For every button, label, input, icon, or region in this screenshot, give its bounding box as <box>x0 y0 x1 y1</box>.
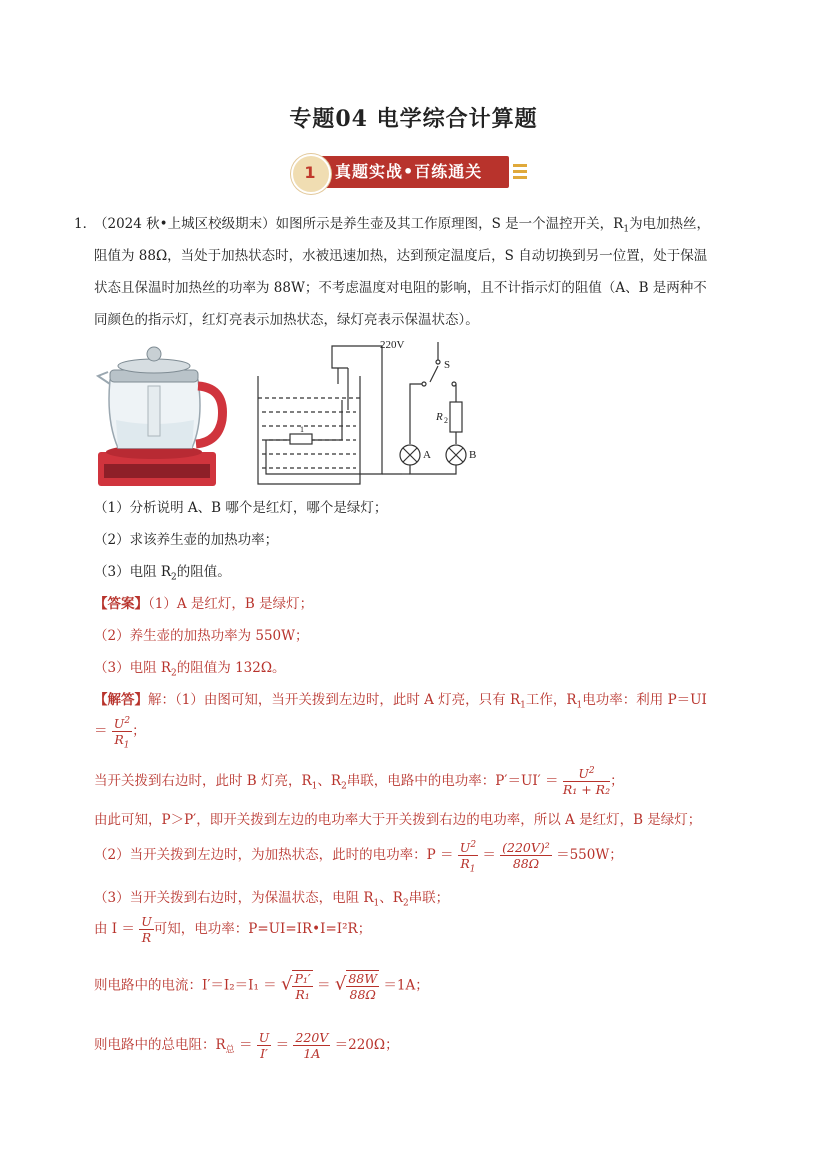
solution-line-9: 则电路中的总电阻：$R_总$ ＝ $\frac{U}{I'}$ ＝ $\frac{220V}{1A}$ ＝220Ω； <box>94 1030 399 1061</box>
solution-line-2: ＝ $\frac{U^2}{R_1}$ ； <box>94 715 146 751</box>
banner-number: 1 <box>304 163 316 182</box>
sub-question-2: （2）求该养生壶的加热功率； <box>94 532 279 548</box>
page-title: 专题04 电学综合计算题 <box>289 106 538 132</box>
kettle-image <box>96 340 236 488</box>
question-line-2: 阻值为 88Ω，当处于加热状态时，水被迅速加热，达到预定温度后，S 自动切换到另一位置，处于保温 <box>94 248 708 264</box>
sqrt-symbol-2: √ <box>334 973 347 995</box>
banner-label: 真题实战•百练通关 <box>335 162 483 181</box>
fraction-u2-r1r2: $\frac{U^2}{\text{R₁ + R₂}}$ <box>562 765 611 797</box>
solution-line-3: 当开关拨到右边时，此时 B 灯亮，$R_1$、$R_2$串联，电路中的电功率：P′＝UI′ ＝ $\frac{U^2}{\text{R₁ + R₂}}$ ； <box>94 765 624 797</box>
solution-line-7: 由 I ＝ $\frac{U}{R}$ 可知，电功率：P=UI=IR•I=I²R； <box>94 914 372 945</box>
banner-stripes <box>513 164 527 182</box>
sub-question-1: （1）分析说明 A、B 哪个是红灯，哪个是绿灯； <box>94 500 388 516</box>
resistor-sub: 2 <box>444 416 448 425</box>
question-line-3: 状态且保温时加热丝的功率为 88W；不考虑温度对电阻的影响，且不计指示灯的阻值（A、B 是两种不 <box>94 280 707 296</box>
switch-label: S <box>444 359 451 371</box>
lamp-a-label: A <box>423 449 431 461</box>
question-line-1: （2024 秋•上城区校级期末）如图所示是养生壶及其工作原理图，S 是一个温控开关，$R_1$为电加热丝， <box>94 216 711 235</box>
solution-line-5: （2）当开关拨到左边时，为加热状态，此时的电功率：P ＝ $\frac{U^2}{R_1}$ ＝ $\frac{\text{(220V)²}}{88\Omega}$ ＝550W； <box>94 839 623 875</box>
fraction-u-r: $\frac{U}{R}$ <box>141 914 152 945</box>
solution-line-4: 由此可知，P＞P′，即开关拨到左边的电功率大于开关拨到右边的电功率，所以 A 是红灯，B 是绿灯； <box>94 812 702 828</box>
fraction-total-r: $\frac{U}{I'}$ <box>258 1030 270 1061</box>
fraction-heat-power: $\frac{U^2}{R_1}$ <box>459 839 477 875</box>
heater-sub: 1 <box>300 425 304 434</box>
lamp-b-label: B <box>469 449 477 461</box>
sqrt-symbol: √ <box>280 973 293 995</box>
question-line-4: 同颜色的指示灯，红灯亮表示加热状态，绿灯亮表示保温状态）。 <box>94 312 479 328</box>
solution-line-1: 【解答】解：（1）由图可知，当开关拨到左边时，此时 A 灯亮，只有 $R_1$工作，$R_1$电功率：利用 P＝UI <box>94 692 707 711</box>
fraction-current-1: $\frac{\text{P₁′}}{\text{R₁}}$ <box>294 971 311 1002</box>
solution-line-8: 则电路中的电流：I′＝I₂＝I₁ ＝ √ $\frac{\text{P₁′}}{\text{R₁}}$ ＝ √ $\frac{88W}{88\Omega}$ ＝1A； <box>94 971 429 1002</box>
fraction-heat-values: $\frac{\text{(220V)²}}{88\Omega}$ <box>502 840 550 871</box>
resistor-label: R <box>436 411 443 423</box>
voltage-label: 220V <box>380 339 405 351</box>
circuit-diagram <box>252 338 492 488</box>
fraction-current-2: $\frac{88W}{88\Omega}$ <box>348 971 378 1002</box>
solution-line-6: （3）当开关拨到右边时，为保温状态，电阻 $R_1$、$R_2$串联； <box>94 890 450 909</box>
answer-line-2: （2）养生壶的加热功率为 550W； <box>94 628 309 644</box>
fraction-u2-r1: $\frac{U^2}{R_1}$ <box>113 715 131 751</box>
answer-line-1: 【答案】（1）A 是红灯，B 是绿灯； <box>94 596 314 612</box>
answer-line-3: （3）电阻 $R_2$的阻值为 132Ω。 <box>94 660 286 679</box>
sub-question-3: （3）电阻 $R_2$的阻值。 <box>94 564 231 583</box>
section-banner <box>291 152 531 192</box>
question-number: 1． <box>74 216 97 232</box>
fraction-total-values: $\frac{220V}{1A}$ <box>295 1030 329 1061</box>
